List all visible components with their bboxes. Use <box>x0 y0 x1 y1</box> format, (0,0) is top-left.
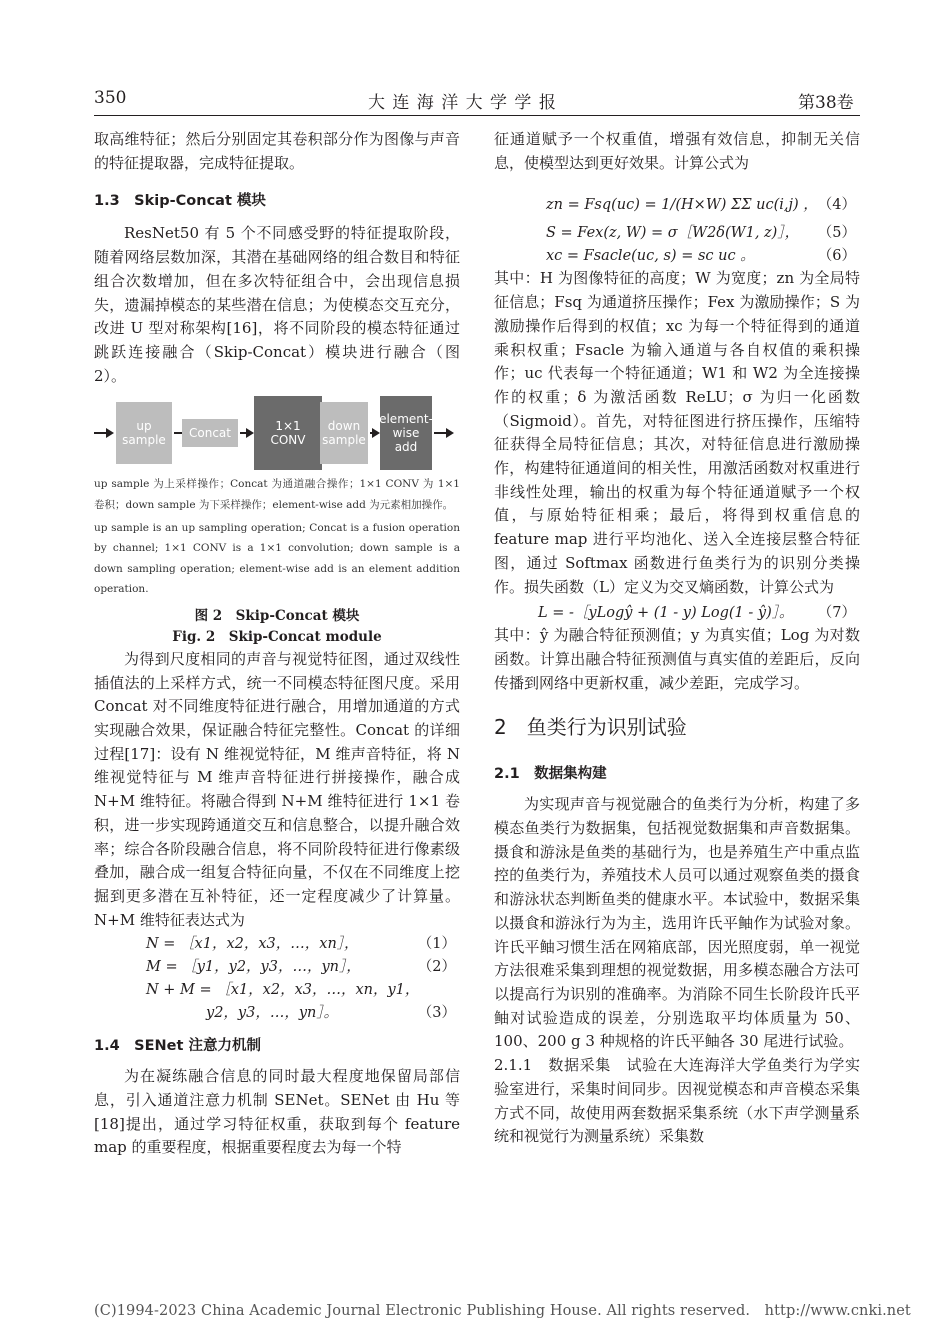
equation-5-body: S = Fex(z, W) = σ［W2δ(W1, z)］， <box>546 225 800 242</box>
section-2-1-heading: 2.1 数据集构建 <box>494 766 607 783</box>
senet-paragraph-cont: 征通道赋予一个权重值，增强有效信息，抑制无关信息，使模型达到更好效果。计算公式为 <box>494 130 860 172</box>
skip-concat-flowchart <box>94 396 460 470</box>
equation-6-body: xc = Fsacle(uc, s) = sc uc 。 <box>546 248 755 265</box>
equation-4 <box>494 185 860 221</box>
figure-caption-en: up sample is an up sampling operation; Concat is a fusion operation by channel; 1×1 CONV is a 1×1 convolution; down sample is a down sampling operation; element-wise add is an element addition operation. <box>94 521 460 596</box>
element-wise-add-box: element- wise add <box>380 396 432 470</box>
figure-caption-cn: up sample 为上采样操作；Concat 为通道融合操作；1×1 CONV 为 1×1 卷积；down sample 为下采样操作；element-wise add 为元素相加操作。 <box>94 478 460 511</box>
equation-7-body: L = -［yLogŷ + (1 - y) Log(1 - ŷ)］。 <box>538 605 794 622</box>
left-column <box>94 128 460 1160</box>
equation-2-number: （2） <box>417 959 456 976</box>
equation-3-line-2: y2，y3，…，yn］。 <box>206 1005 339 1022</box>
page-number: 350 <box>94 88 127 108</box>
equation-3a <box>94 978 460 1001</box>
equation-2-body: M = ［y1，y2，y3，…，yn］， <box>146 959 361 976</box>
equation-4-number: （4） <box>817 197 856 214</box>
figure-title-cn: 图 2 Skip-Concat 模块 <box>194 607 360 624</box>
skip-concat-paragraph: ResNet50 有 5 个不同感受野的特征提取阶段，随着网络层数加深，其潜在基础网络的组合数目和特征组合次数增加，但在多次特征组合中，会出现信息损失，遗漏掉模态的某些潜在信息；为使模态交互充分，改进 U 型对称架构[16]，将不同阶段的模态特征通过跳跃连接融合（Skip-Concat）模块进行融合（图 2）。 <box>94 224 460 385</box>
section-2-heading: 2 鱼类行为识别试验 <box>494 715 687 740</box>
data-collection-paragraph: 2.1.1 数据采集 试验在大连海洋大学鱼类行为学实验室进行，采集时间同步。因视觉模态和声音模态采集方式不同，故使用两套数据采集系统（水下声学测量系统和视觉行为测量系统）采集数 <box>494 1056 860 1146</box>
equation-6 <box>494 244 860 267</box>
equation-5 <box>494 221 860 244</box>
header-rule <box>94 115 860 116</box>
figure-title-en: Fig. 2 Skip-Concat module <box>172 628 382 645</box>
concat-paragraph: 为得到尺度相同的声音与视觉特征图，通过双线性插值法的上采样方式，统一不同模态特征图尺度。采用 Concat 对不同维度特征进行融合，用增加通道的方式实现融合效果，保证融合特征完整性。Concat 的详细过程[17]：设有 N 维视觉特征，M 维声音特征，将 N 维视觉特征与 M 维声音特征进行拼接操作，融合成 N+M 维特征。将融合得到 N+M 维特征进行 1×1 卷积，进一步实现跨通道交互和信息整合，以提升融合效率；综合各阶段融合信息，将不同阶段特征进行像素级叠加，融合成一组复合特征向量，不仅在不同维度上挖掘到更多潜在互补特征，还一定程度减少了计算量。N+M 维特征表达式为 <box>94 649 460 929</box>
equation-3-line-1: N + M = ［x1，x2，x3，…，xn，y1， <box>146 982 420 999</box>
equation-3b <box>94 1001 460 1024</box>
right-column <box>494 128 860 1149</box>
up-sample-box: up sample <box>116 402 172 464</box>
loss-paragraph: 其中：ŷ 为融合特征预测值；y 为真实值；Log 为对数函数。计算出融合特征预测值与真实值的差距后，反向传播到网络中更新权重，减少差距，完成学习。 <box>494 626 860 692</box>
section-1-3-heading: 1.3 Skip-Concat 模块 <box>94 193 266 210</box>
senet-paragraph: 为在凝练融合信息的同时最大程度地保留局部信息，引入通道注意力机制 SENet。SENet 由 Hu 等[18]提出，通过学习特征权重，获取到每个 feature map 的重要程度，根据重要程度去为每一个特 <box>94 1067 460 1157</box>
equation-7 <box>494 601 860 624</box>
concat-box: Concat <box>182 419 238 447</box>
arrow-2 <box>240 432 252 434</box>
equation-3-number: （3） <box>417 1005 456 1022</box>
equation-5-number: （5） <box>817 225 856 242</box>
equation-7-number: （7） <box>817 605 856 622</box>
volume-number: 第38卷 <box>798 93 854 113</box>
intro-paragraph: 取高维特征；然后分别固定其卷积部分作为图像与声音的特征提取器，完成特征提取。 <box>94 130 460 172</box>
equation-2 <box>94 955 460 978</box>
symbols-paragraph: 其中：H 为图像特征的高度；W 为宽度；zn 为全局特征信息；Fsq 为通道挤压操作；Fex 为激励操作；S 为激励操作后得到的权值；xc 为每一个特征得到的通道乘积权重；Fsacle 为输入通道与各自权值的乘积操作；uc 代表每一个特征通道；W1 和 W2 为全连接操作的权重；δ 为激活函数 ReLU；σ 为归一化函数（Sigmoid）。首先，对特征图进行挤压操作，压缩特征获得全局特征信息；其次，对特征信息进行激励操作，构建特征通道间的相关性，用激活函数对权重进行非线性处理，输出的权重为每个特征通道赋予一个权值，与原始特征相乘；最后，将得到权重信息的 feature map 进行平均池化、送入全连接层整合特征图，通过 Softmax 函数进行鱼类行为的识别分类操作。损失函数（L）定义为交叉熵函数，计算公式为 <box>494 269 860 596</box>
down-sample-box: down sample <box>320 402 368 464</box>
journal-title: 大 连 海 洋 大 学 学 报 <box>368 93 557 113</box>
dataset-paragraph: 为实现声音与视觉融合的鱼类行为分析，构建了多模态鱼类行为数据集，包括视觉数据集和声音数据集。摄食和游泳是鱼类的基础行为，也是养殖生产中重点监控的鱼类行为，养殖技术人员可以通过观察鱼类的摄食和游泳状态判断鱼类的健康水平。本试验中，数据采集以摄食和游泳行为为主，选用许氏平鲉作为试验对象。许氏平鲉习惯生活在网箱底部，因光照度弱，单一视觉方法很难采集到理想的视觉数据，用多模态融合方法可以提高行为识别的准确率。为消除不同生长阶段许氏平鲉对试验造成的误差，分别选取平均体质量为 50、100、200 g 3 种规格的许氏平鲉各 30 尾进行试验。 <box>494 795 860 1051</box>
section-1-4-heading: 1.4 SENet 注意力机制 <box>94 1038 261 1055</box>
arrow-4 <box>370 432 378 434</box>
equation-1 <box>94 932 460 955</box>
equation-1-body: N = ［x1，x2，x3，…，xn］， <box>146 936 359 953</box>
equation-1-number: （1） <box>417 936 456 953</box>
equation-6-number: （6） <box>817 248 856 265</box>
equation-4-body: zn = Fsq(uc) = 1/(H×W) ΣΣ uc(i,j) ， <box>546 197 818 214</box>
arrow-in <box>94 432 112 434</box>
arrow-out <box>434 432 452 434</box>
conv-box: 1×1 CONV <box>254 396 322 470</box>
copyright-footer: (C)1994-2023 China Academic Journal Electronic Publishing House. All rights reserved. http://www.cnki.net <box>94 1303 911 1319</box>
